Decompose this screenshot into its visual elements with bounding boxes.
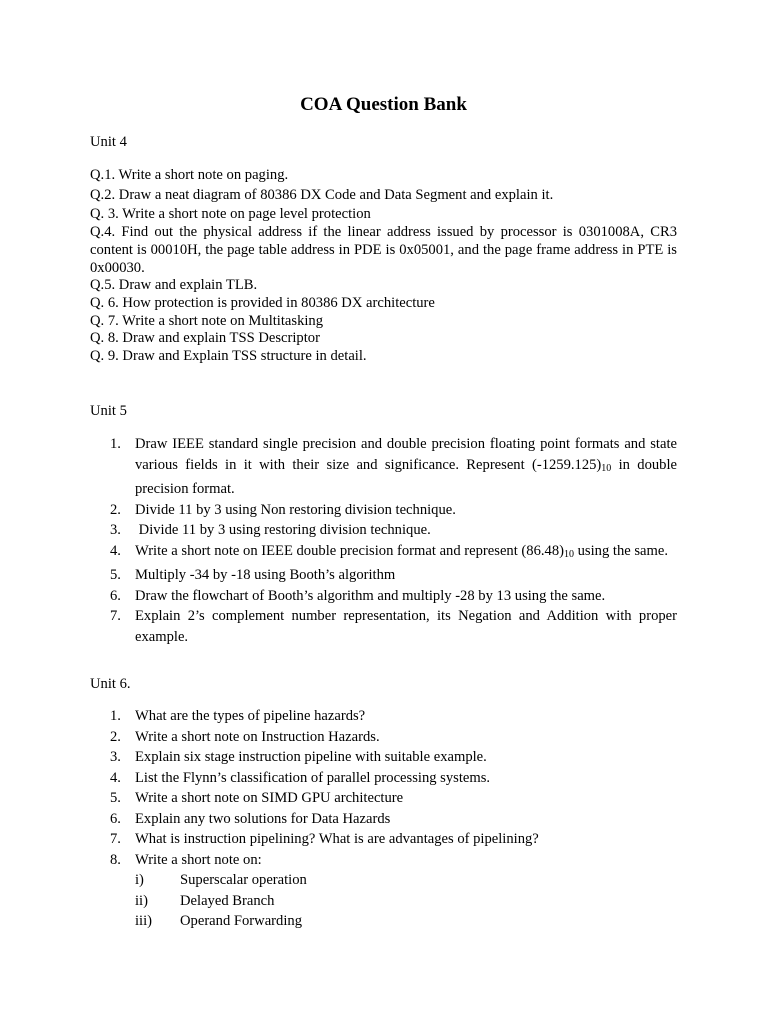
- list-text: What are the types of pipeline hazards?: [135, 708, 366, 724]
- list-item: [90, 434, 677, 500]
- sub-list-text: Operand Forwarding: [180, 913, 302, 929]
- unit-4-heading: Unit 4: [90, 134, 127, 150]
- list-text: Draw IEEE standard single precision and double precision floating point formats and state various fields in it with their size and significance. Represent (-1259.125): [135, 436, 677, 473]
- sub-list-number: iii): [135, 913, 153, 929]
- list-text: Explain six stage instruction pipeline with suitable example.: [135, 749, 487, 765]
- list-item: [90, 747, 677, 768]
- list-text: Divide 11 by 3 using restoring division technique.: [135, 522, 431, 538]
- question-item: Q. 6. How protection is provided in 80386 DX architecture: [90, 294, 435, 311]
- question-item: Q. 8. Draw and explain TSS Descriptor: [90, 330, 320, 347]
- question-item: Q. 9. Draw and Explain TSS structure in detail.: [90, 348, 367, 365]
- list-item: [90, 541, 677, 566]
- unit-6-question-list: [90, 706, 677, 932]
- unit-6-heading: Unit 6.: [90, 676, 131, 692]
- sub-list-number: i): [135, 872, 144, 888]
- list-number: 3.: [110, 749, 121, 765]
- list-number: 7.: [110, 608, 121, 624]
- list-number: 2.: [110, 728, 121, 745]
- list-text: Draw the flowchart of Booth’s algorithm and multiply -28 by 13 using the same.: [135, 587, 606, 604]
- list-item: [90, 809, 677, 830]
- question-item: Q. 7. Write a short note on Multitasking: [90, 312, 324, 329]
- list-item: [90, 788, 677, 809]
- list-item: [90, 727, 677, 748]
- list-text: Write a short note on Instruction Hazards.: [135, 728, 380, 745]
- list-number: 5.: [110, 790, 121, 806]
- list-number: 7.: [110, 831, 121, 847]
- list-text: Explain 2’s complement number representation, its Negation and Addition with proper example.: [135, 608, 677, 645]
- sub-list-number: ii): [135, 892, 148, 909]
- question-item: Q.2. Draw a neat diagram of 80386 DX Code and Data Segment and explain it.: [90, 186, 554, 203]
- list-number: 1.: [110, 436, 121, 452]
- sub-list-item: [135, 911, 677, 932]
- list-text: Write a short note on:: [135, 851, 262, 868]
- list-number: 3.: [110, 522, 121, 538]
- unit-5-heading: Unit 5: [90, 403, 127, 419]
- sub-list: [135, 870, 677, 932]
- question-item: Q.5. Draw and explain TLB.: [90, 277, 258, 294]
- list-number: 6.: [110, 810, 121, 827]
- list-item: [90, 500, 677, 521]
- list-number: 6.: [110, 587, 121, 604]
- list-number: 8.: [110, 851, 121, 868]
- list-item: [90, 586, 677, 607]
- list-text: Explain any two solutions for Data Hazards: [135, 810, 391, 827]
- question-item: Q.4. Find out the physical address if the linear address issued by processor is 0301008A, CR3 content is 00010H, the page table address in PDE is 0x05001, and the page frame address in PTE is 0x00030.: [90, 224, 677, 276]
- list-item: [90, 706, 677, 727]
- list-item: [90, 768, 677, 789]
- sub-list-text: Superscalar operation: [180, 872, 307, 888]
- list-item: [90, 520, 677, 541]
- question-item: Q.1. Write a short note on paging.: [90, 167, 289, 183]
- question-item: Q. 3. Write a short note on page level protection: [90, 206, 371, 223]
- page-title: COA Question Bank: [300, 94, 467, 115]
- list-number: 2.: [110, 501, 121, 518]
- sub-list-text: Delayed Branch: [180, 892, 275, 909]
- unit-4-question-list: [90, 167, 677, 366]
- list-text-continued: in double precision format.: [135, 456, 678, 497]
- list-text: Write a short note on IEEE double precision format and represent (86.48): [135, 542, 564, 559]
- list-text: Multiply -34 by -18 using Booth’s algorithm: [135, 567, 396, 583]
- list-number: 4.: [110, 542, 121, 559]
- list-number: 4.: [110, 769, 121, 786]
- list-text: Write a short note on SIMD GPU architecture: [135, 790, 404, 806]
- list-text: What is instruction pipelining? What is are advantages of pipelining?: [135, 831, 539, 847]
- list-item: [90, 850, 677, 932]
- list-text-continued: using the same.: [573, 542, 669, 559]
- subscript: 10: [563, 548, 574, 560]
- subscript: 10: [601, 462, 612, 474]
- list-text: Divide 11 by 3 using Non restoring division technique.: [135, 501, 456, 518]
- sub-list-item: [135, 891, 677, 912]
- list-number: 1.: [110, 708, 121, 724]
- list-text: List the Flynn’s classification of parallel processing systems.: [135, 769, 491, 786]
- list-number: 5.: [110, 567, 121, 583]
- unit-5-question-list: [90, 434, 677, 647]
- sub-list-item: [135, 870, 677, 891]
- list-item: [90, 565, 677, 586]
- list-item: [90, 606, 677, 647]
- list-item: [90, 829, 677, 850]
